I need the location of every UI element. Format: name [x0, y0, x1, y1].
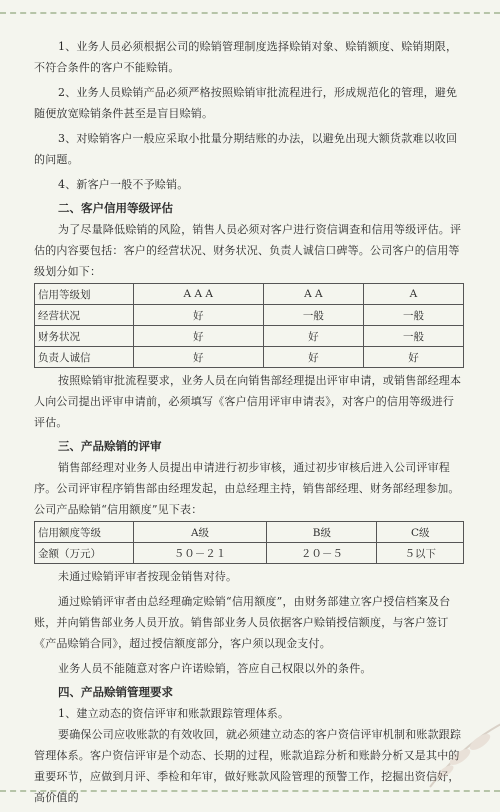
leaf-decoration-icon — [420, 712, 500, 792]
table-cell: 信用等级划 — [35, 284, 134, 305]
table-cell: A — [363, 284, 463, 305]
table-cell: ５以下 — [377, 543, 464, 564]
paragraph-4: 4、新客户一般不予赊销。 — [58, 178, 189, 191]
table-cell: 一般 — [263, 305, 363, 326]
table-cell: 金额（万元） — [35, 543, 134, 564]
paragraph-1: 1、业务人员必须根据公司的赊销管理制度选择赊销对象、赊销额度、赊销期限，不符合条件的客户不能赊销。 — [34, 40, 458, 74]
table-cell: A A A — [133, 284, 263, 305]
paragraph-3: 3、对赊销客户一般应采取小批量分期结账的办法，以避免出现大额货款难以收回的问题。 — [34, 132, 458, 166]
table-cell: 经营状况 — [35, 305, 134, 326]
table-row — [35, 347, 464, 368]
table-cell: C级 — [377, 522, 464, 543]
section-3-paragraph-4: 业务人员不能随意对客户许诺赊销，答应自己权限以外的条件。 — [58, 662, 372, 675]
table-cell: 信用额度等级 — [35, 522, 134, 543]
table-cell: B级 — [267, 522, 377, 543]
table-cell: 好 — [133, 326, 263, 347]
table-cell: 好 — [133, 347, 263, 368]
section-2-title: 二、客户信用等级评估 — [58, 201, 173, 215]
section-2-intro: 为了尽量降低赊销的风险，销售人员必须对客户进行资信调查和信用等级评估。评估的内容要包括：客户的经营状况、财务状况、负责人诚信口碑等。公司客户的信用等级划分如下： — [34, 223, 462, 278]
table-cell: 一般 — [363, 326, 463, 347]
section-4-title: 四、产品赊销管理要求 — [58, 685, 173, 699]
table-row — [35, 326, 464, 347]
section-4-paragraph-1: 要确保公司应收账款的有效收回，就必须建立动态的客户资信评审机制和账款跟踪管理体系。客户资信评审是个动态、长期的过程，账款追踪分析和账龄分析又是其中的重要环节，应做到月评、季检和年审，做好账款风险管理的预警工作，挖掘出资信好，高价值的 — [34, 728, 462, 804]
table-cell: 好 — [363, 347, 463, 368]
credit-rating-table — [34, 283, 464, 368]
table-row — [35, 305, 464, 326]
section-3-paragraph-2: 未通过赊销评审者按现金销售对待。 — [58, 570, 238, 583]
section-3-title: 三、产品赊销的评审 — [58, 439, 162, 453]
bottom-dashed-border — [0, 790, 500, 802]
table-header-row — [35, 522, 464, 543]
table-cell: 财务状况 — [35, 326, 134, 347]
table-cell: 负责人诚信 — [35, 347, 134, 368]
table-cell: 好 — [133, 305, 263, 326]
section-2-after: 按照赊销审批流程要求，业务人员在向销售部经理提出评审申请，或销售部经理本人向公司提出评审申请前，必须填写《客户信用评审申请表》，对客户的信用等级进行评估。 — [34, 374, 462, 429]
table-cell: 好 — [263, 347, 363, 368]
section-3-paragraph-3: 通过赊销评审者由总经理确定赊销“信用额度”，由财务部建立客户授信档案及台账，并向销售部业务人员开放。销售部业务人员依据客户赊销授信额度，与客户签订《产品赊销合同》，超过授信额度部分，客户须以现金支付。 — [34, 595, 451, 650]
section-3-paragraph-1: 销售部经理对业务人员提出申请进行初步审核，通过初步审核后进入公司评审程序。公司评审程序销售部由经理发起，由总经理主持，销售部经理、财务部经理参加。公司产品赊销“信用额度”见下表： — [34, 461, 460, 516]
table-cell: ２０－５ — [267, 543, 377, 564]
table-cell: A A — [263, 284, 363, 305]
table-row — [35, 543, 464, 564]
table-cell: ５０－２１ — [133, 543, 267, 564]
table-cell: 一般 — [363, 305, 463, 326]
credit-limit-table — [34, 521, 464, 564]
top-dashed-border — [0, 12, 500, 24]
table-cell: 好 — [263, 326, 363, 347]
document-page — [34, 36, 464, 808]
paragraph-2: 2、业务人员赊销产品必须严格按照赊销审批流程进行，形成规范化的管理，避免随便放宽赊销条件甚至是盲目赊销。 — [34, 86, 458, 120]
table-header-row — [35, 284, 464, 305]
section-4-item-1: 1、建立动态的资信评审和账款跟踪管理体系。 — [58, 707, 290, 720]
table-cell: A级 — [133, 522, 267, 543]
